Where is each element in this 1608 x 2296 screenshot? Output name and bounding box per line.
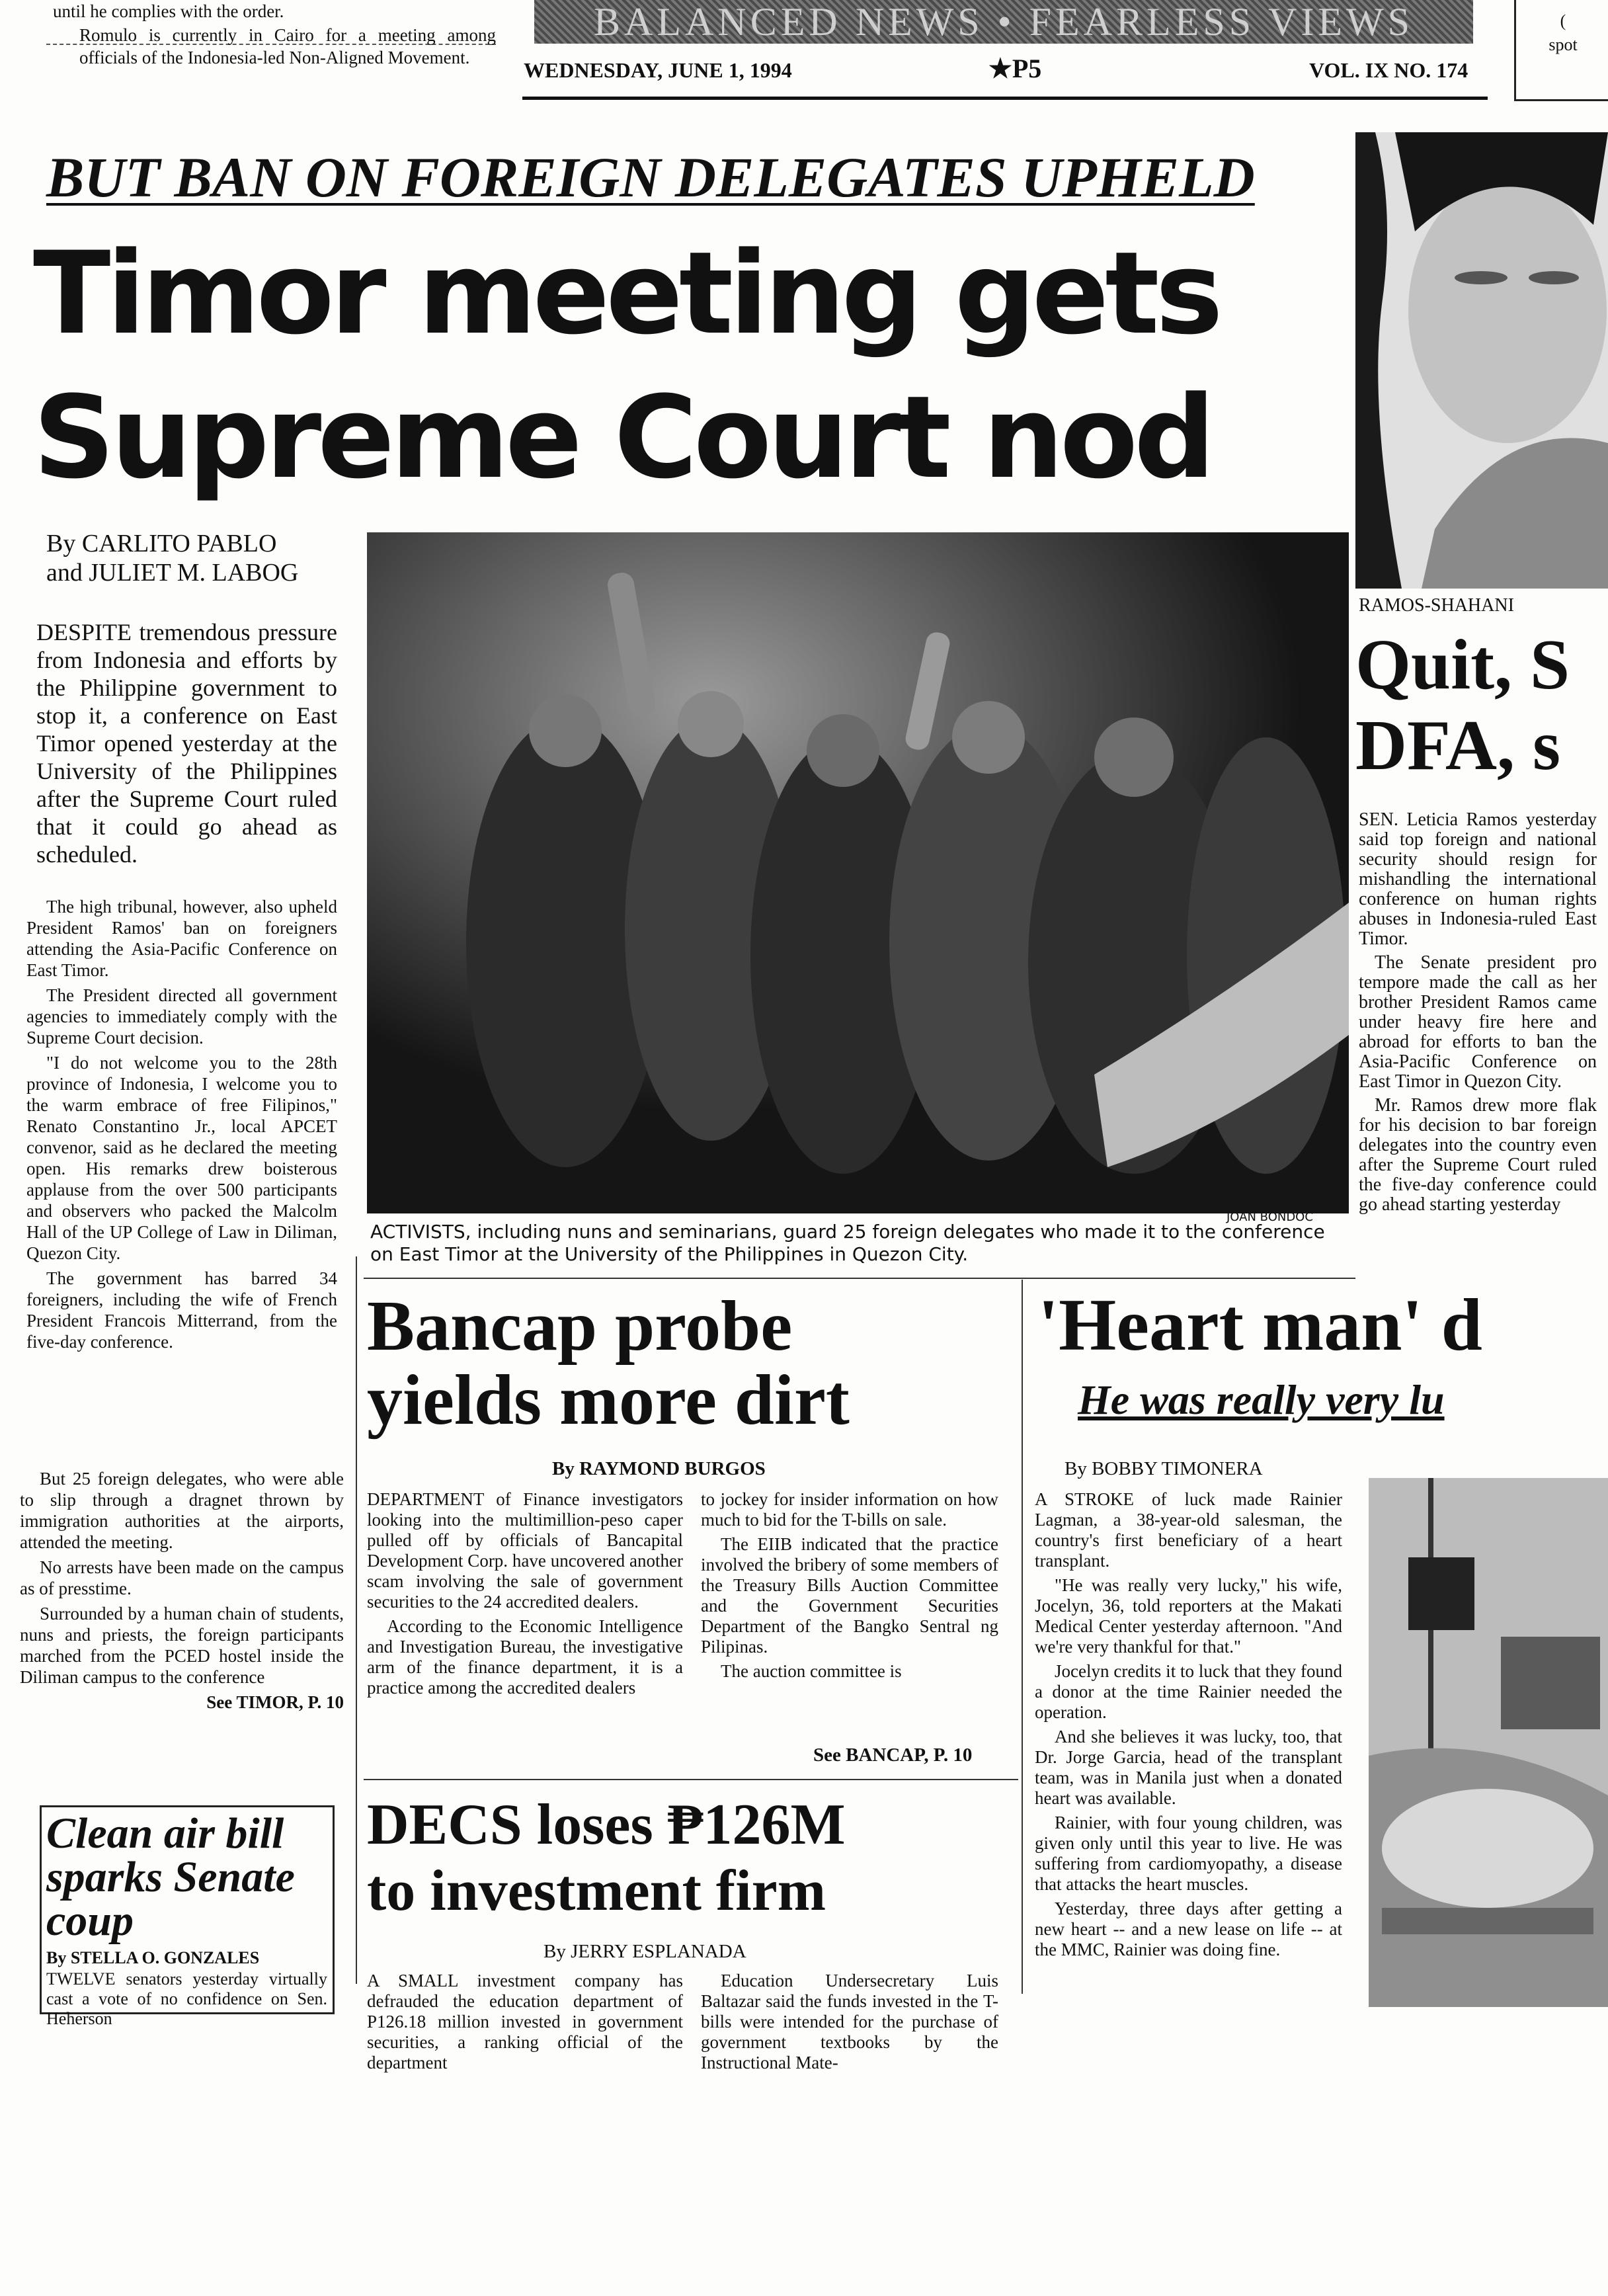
heart-paragraph: Yesterday, three days after getting a new heart -- and a new lease on life -- at the MMC, Rainier was doing fine. — [1035, 1899, 1342, 1959]
column-divider — [356, 1256, 357, 1984]
photo-caption: ACTIVISTS, including nuns and seminarians, guard 25 foreign delegates who made it to the conference on East Timor at the University of the Philippines in Quezon City. — [370, 1221, 1325, 1265]
heart-paragraph: Jocelyn credits it to luck that they found a donor at the time Rainier needed the operation. — [1035, 1661, 1342, 1722]
quit-paragraph: The Senate president pro tempore made the call as her brother President Ramos came under heavy fire here and abroad for efforts to ban the Asia-Pacific Conference on East Timor in Quezon City. — [1359, 952, 1597, 1092]
section-divider — [364, 1779, 1018, 1780]
heart-man-headline: 'Heart man' d — [1038, 1284, 1482, 1366]
bancap-byline: By RAYMOND BURGOS — [552, 1458, 766, 1479]
main-paragraph: No arrests have been made on the campus as of presstime. — [20, 1557, 344, 1598]
clean-air-headline: Clean air bill sparks Senate coup — [46, 1809, 295, 1945]
main-paragraph: The President directed all government agencies to immediately comply with the Supreme Court decision. — [26, 985, 337, 1047]
masthead-banner: BALANCED NEWS • FEARLESS VIEWS — [534, 0, 1473, 44]
decs-column-2: Education Undersecretary Luis Baltazar said the funds invested in the T-bills were intended for the purchase of government textbooks by the Instructional Mate- — [701, 1971, 998, 2072]
byline-line-1: By CARLITO PABLO — [46, 530, 277, 557]
photo-credit: JOAN BONDOC — [1226, 1210, 1313, 1224]
corner-text: spot — [1548, 35, 1578, 54]
clean-air-body: TWELVE senators yesterday virtually cast a vote of no confidence on Sen. Heherson — [46, 1969, 327, 2028]
byline-line-2: and JULIET M. LABOG — [46, 559, 299, 587]
bancap-paragraph: The EIIB indicated that the practice involved the bribery of some members of the Treasury Bills Auction Committee and the Government Securities Department of the Bangko Sentral ng Pilipinas. — [701, 1534, 998, 1657]
bancap-headline-line-1: Bancap probe — [367, 1287, 793, 1366]
section-divider — [364, 1278, 1355, 1279]
see-bancap-jump[interactable]: See BANCAP, P. 10 — [813, 1744, 973, 1766]
bancap-paragraph: The auction committee is — [721, 1661, 902, 1681]
bancap-paragraph: to jockey for insider information on how much to bid for the T-bills on sale. — [701, 1489, 998, 1530]
heart-man-subhead: He was really very lu — [1078, 1376, 1445, 1423]
bancap-headline — [367, 1287, 1028, 1440]
heart-paragraph: A STROKE of luck made Rainier Lagman, a 38-year-old salesman, the country's first beneficiary of a heart transplant. — [1035, 1489, 1342, 1571]
photo-illustration — [367, 532, 1349, 1213]
main-kicker: BUT BAN ON FOREIGN DELEGATES UPHELD — [46, 145, 1255, 209]
portrait-illustration — [1355, 132, 1608, 589]
issue-date: WEDNESDAY, JUNE 1, 1994 — [524, 58, 792, 82]
main-headline — [33, 222, 1355, 510]
bancap-paragraph: DEPARTMENT of Finance investigators looking into the multimillion-peso caper pulled off by officials of Bancapital Development Corp. have uncovered another scam involving the sale of government securities to the 24 accredited dealers. — [367, 1489, 683, 1612]
bancap-column-1 — [367, 1489, 683, 1702]
bancap-column-2 — [701, 1489, 998, 1686]
heart-paragraph: And she believes it was lucky, too, that Dr. Jorge Garcia, head of the transplant team, was in Manila just when a donated heart was available. — [1035, 1727, 1342, 1808]
heart-man-body — [1035, 1489, 1342, 1964]
clean-air-byline: By STELLA O. GONZALES — [46, 1948, 260, 1967]
main-paragraph: The high tribunal, however, also upheld President Ramos' ban on foreigners attending the Asia-Pacific Conference on East Timor. — [26, 897, 337, 980]
corner-box: ( spot — [1514, 0, 1608, 101]
main-byline — [46, 529, 298, 587]
ramos-shahani-caption: RAMOS-SHAHANI — [1359, 595, 1514, 616]
see-timor-jump[interactable]: See TIMOR, P. 10 — [206, 1692, 344, 1712]
main-paragraph: But 25 foreign delegates, who were able to slip through a dragnet thrown by immigration authorities at the airports, attended the meeting. — [20, 1469, 344, 1552]
decs-headline — [367, 1792, 1028, 1924]
volume-number: VOL. IX NO. 174 — [1309, 58, 1468, 82]
main-paragraph: "I do not welcome you to the 28th province of Indonesia, I welcome you to the warm embrace of free Filipinos," Renato Constantino Jr., local APCET convenor, said as he declared the meeting open. His remarks drew boisterous applause from the over 500 participants and observers who packed the Malcolm Hall of the UP College of Law in Diliman, Quezon City. — [26, 1053, 337, 1263]
hospital-photo — [1369, 1478, 1608, 2007]
heart-paragraph: Rainier, with four young children, was given only until this year to live. He was suffering from cardiomyopathy, a disease that attacks the heart muscles. — [1035, 1813, 1342, 1894]
teaser-box — [46, 0, 496, 99]
hospital-illustration — [1369, 1478, 1608, 2007]
quit-headline — [1355, 625, 1570, 786]
main-body — [26, 896, 337, 1356]
teaser-line-1: until he complies with the order. — [53, 1, 284, 21]
main-headline-line-1: Timor meeting gets — [33, 227, 1219, 360]
bancap-headline-line-2: yields more dirt — [367, 1361, 850, 1440]
main-paragraph: The government has barred 34 foreigners, including the wife of French President Francois Mitterrand, from the five-day conference. — [26, 1268, 337, 1352]
decs-column-1: A SMALL investment company has defrauded the education department of P126.18 million invested in government securities, a ranking official of the department — [367, 1971, 683, 2072]
main-headline-line-2: Supreme Court nod — [33, 371, 1212, 504]
decs-byline: By JERRY ESPLANADA — [543, 1941, 746, 1962]
heart-man-byline: By BOBBY TIMONERA — [1065, 1458, 1263, 1479]
decs-headline-line-2: to investment firm — [367, 1859, 826, 1923]
quit-paragraph: Mr. Ramos drew more flak for his decision to bar foreign delegates into the country even after the Supreme Court ruled the five-day conference could go ahead starting yesterday — [1359, 1095, 1597, 1215]
quit-headline-line-1: Quit, S — [1355, 626, 1570, 704]
page-ref: ★P5 — [988, 54, 1042, 83]
heart-paragraph: "He was really very lucky," his wife, Jocelyn, 36, told reporters at the Makati Medical Center yesterday afternoon. "And we're very thankful for that." — [1035, 1575, 1342, 1657]
activists-photo — [367, 532, 1349, 1213]
main-body-continued — [20, 1468, 344, 1717]
main-lead: DESPITE tremendous pressure from Indonesia and efforts by the Philippine government to stop it, a conference on East Timor opened yesterday at the University of the Philippines after the Supreme Court ruled that it could go ahead as scheduled. — [36, 619, 337, 868]
quit-paragraph: SEN. Leticia Ramos yesterday said top foreign and national security should resign for mishandling the international conference on human rights abuses in Indonesia-ruled East Timor. — [1359, 810, 1597, 949]
quit-body — [1359, 810, 1597, 1260]
main-paragraph: Surrounded by a human chain of students, nuns and priests, the foreign participants marched from the PCED hostel inside the Diliman campus to the conference — [20, 1604, 344, 1687]
ramos-shahani-photo — [1355, 132, 1608, 589]
bancap-paragraph: According to the Economic Intelligence and Investigation Bureau, the investigative arm of the finance department, it is a practice among the accredited dealers — [367, 1616, 683, 1698]
teaser-line-2: Romulo is currently in Cairo for a meeting among officials of the Indonesia-led Non-Aligned Movement. — [79, 25, 496, 67]
decs-headline-line-1: DECS loses ₱126M — [367, 1793, 846, 1857]
quit-headline-line-2: DFA, s — [1355, 706, 1560, 785]
